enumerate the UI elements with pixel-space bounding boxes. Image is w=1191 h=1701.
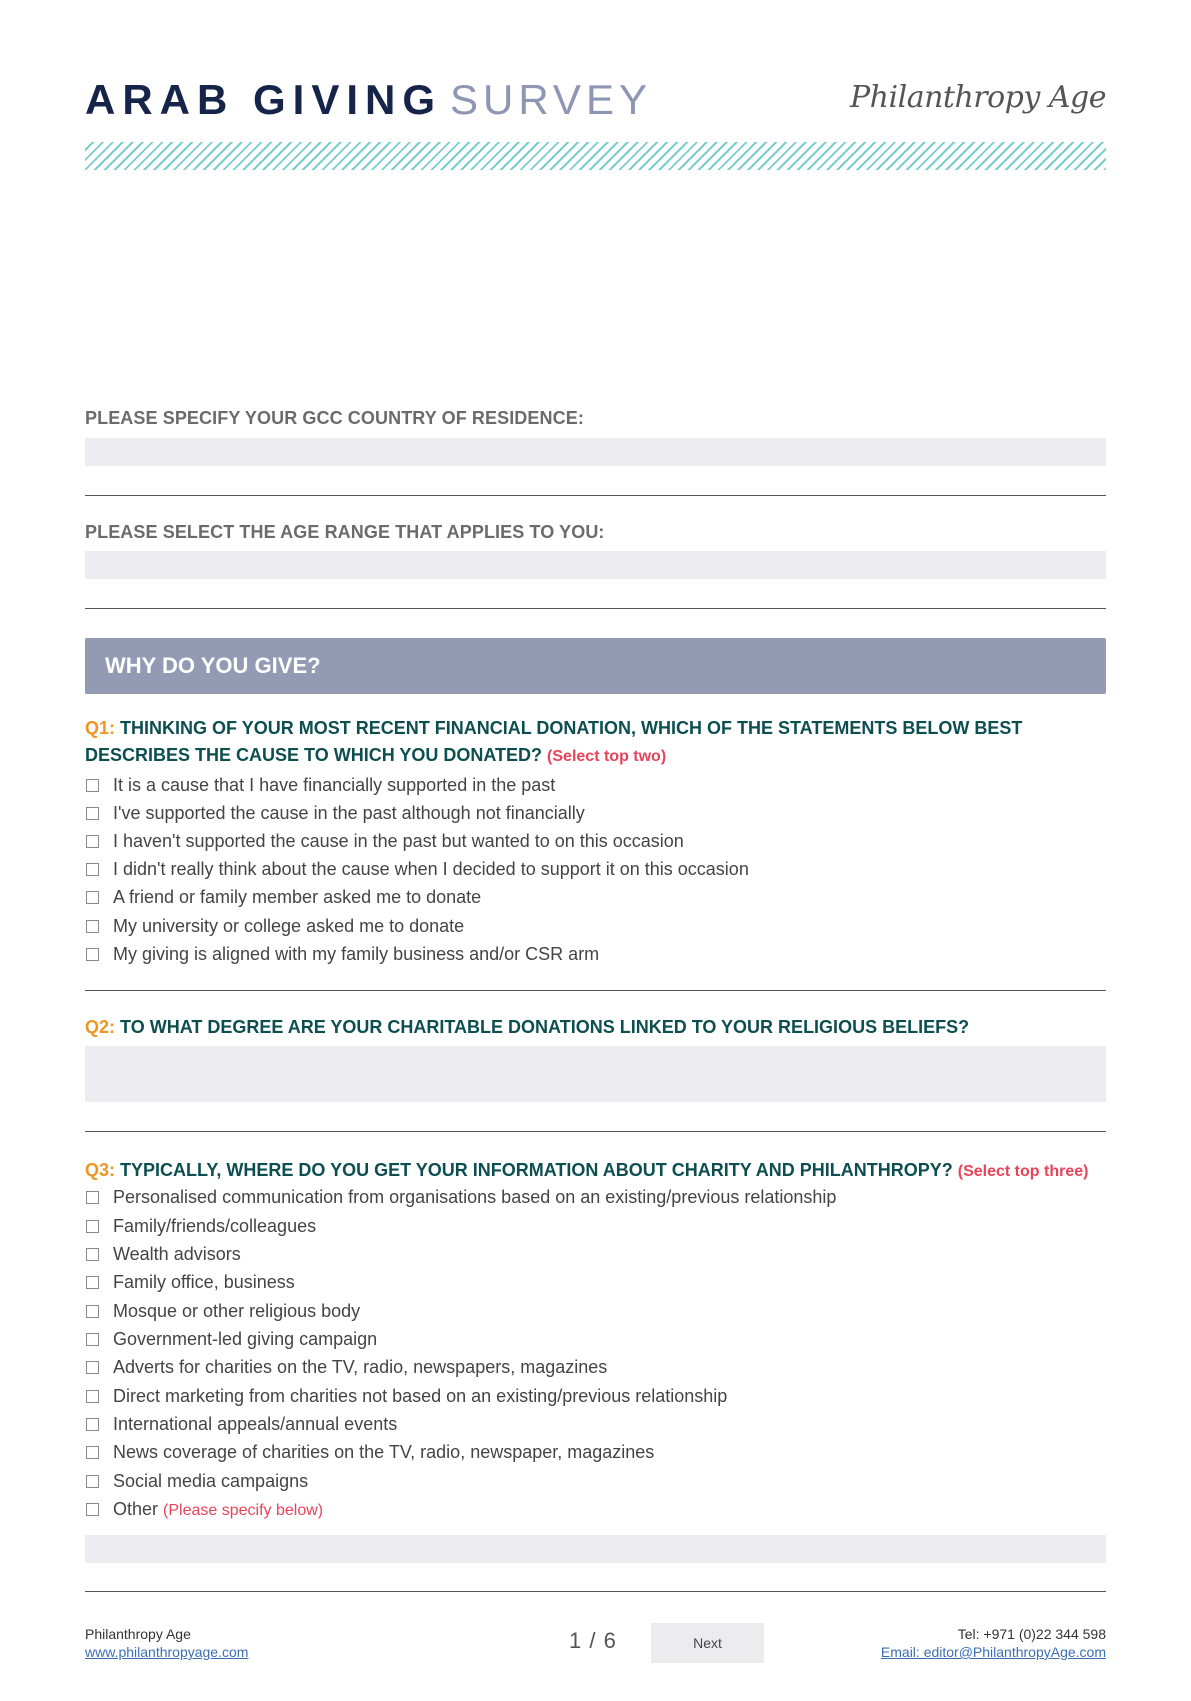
- email-link[interactable]: Email: editor@PhilanthropyAge.com: [880, 1644, 1106, 1660]
- brand-logo: Philanthropy Age: [850, 80, 1106, 115]
- option-label: It is a cause that I have financially supported in the past: [113, 775, 556, 795]
- checkbox[interactable]: [86, 863, 99, 876]
- checkbox[interactable]: [86, 1361, 99, 1374]
- title-sub: SURVEY: [450, 76, 652, 123]
- page-indicator: 1 / 6: [569, 1628, 617, 1653]
- website-link[interactable]: www.philanthropyage.com: [85, 1644, 249, 1660]
- option-label: I didn't really think about the cause when I decided to support it on this occasion: [113, 859, 749, 879]
- option-label: [113, 1499, 323, 1520]
- question-number: Q3:: [85, 1160, 116, 1180]
- checkbox[interactable]: [86, 1446, 99, 1459]
- divider: [85, 1591, 1106, 1592]
- checkbox[interactable]: [86, 1220, 99, 1233]
- header: [85, 76, 1106, 126]
- divider: [85, 495, 1106, 496]
- title-main: ARAB GIVING: [85, 76, 443, 123]
- checkbox[interactable]: [86, 779, 99, 792]
- page-title: [85, 76, 652, 124]
- checkbox[interactable]: [86, 1276, 99, 1289]
- q3-other-input[interactable]: [85, 1535, 1106, 1563]
- divider: [85, 608, 1106, 609]
- question-2: [85, 1014, 1115, 1041]
- footer-left: [85, 1625, 248, 1661]
- other-hint: (Please specify below): [163, 1502, 324, 1519]
- question-text: TO WHAT DEGREE ARE YOUR CHARITABLE DONATIONS LINKED TO YOUR RELIGIOUS BELIEFS?: [120, 1017, 970, 1037]
- option-label: Government-led giving campaign: [113, 1329, 378, 1349]
- divider: [85, 990, 1106, 991]
- checkbox[interactable]: [86, 835, 99, 848]
- question-text: TYPICALLY, WHERE DO YOU GET YOUR INFORMATION ABOUT CHARITY AND PHILANTHROPY?: [120, 1160, 953, 1180]
- footer-right: [881, 1625, 1106, 1661]
- age-range-select[interactable]: [85, 551, 1106, 579]
- footer-tel: Tel: +971 (0)22 344 598: [957, 1626, 1106, 1642]
- checkbox[interactable]: [86, 920, 99, 933]
- section-header: [85, 638, 1106, 694]
- question-hint: (Select top two): [547, 748, 667, 765]
- checkbox[interactable]: [86, 1191, 99, 1204]
- question-1: [85, 715, 1115, 770]
- other-label: Other: [113, 1499, 159, 1519]
- checkbox[interactable]: [86, 1503, 99, 1516]
- option-label: International appeals/annual events: [113, 1414, 398, 1434]
- checkbox[interactable]: [86, 807, 99, 820]
- option-label: My giving is aligned with my family business and/or CSR arm: [113, 944, 600, 964]
- country-label: PLEASE SPECIFY YOUR GCC COUNTRY OF RESIDENCE:: [85, 408, 584, 428]
- checkbox[interactable]: [86, 1333, 99, 1346]
- checkbox[interactable]: [86, 1305, 99, 1318]
- option-label: Social media campaigns: [113, 1471, 309, 1491]
- checkbox[interactable]: [86, 1390, 99, 1403]
- option-label: Personalised communication from organisations based on an existing/previous relationship: [113, 1187, 837, 1207]
- country-input[interactable]: [85, 438, 1106, 466]
- checkbox[interactable]: [86, 948, 99, 961]
- checkbox[interactable]: [86, 1418, 99, 1431]
- option-label: My university or college asked me to donate: [113, 916, 465, 936]
- option-label: Wealth advisors: [113, 1244, 241, 1264]
- section-title: WHY DO YOU GIVE?: [105, 653, 321, 678]
- footer-org: Philanthropy Age: [85, 1626, 191, 1642]
- question-number: Q1:: [85, 718, 116, 738]
- divider: [85, 1131, 1106, 1132]
- question-number: Q2:: [85, 1017, 116, 1037]
- option-label: News coverage of charities on the TV, radio, newspaper, magazines: [113, 1442, 655, 1462]
- age-label: PLEASE SELECT THE AGE RANGE THAT APPLIES TO YOU:: [85, 522, 605, 542]
- option-label: Family/friends/colleagues: [113, 1216, 317, 1236]
- option-label: A friend or family member asked me to donate: [113, 887, 482, 907]
- question-hint: (Select top three): [957, 1163, 1089, 1180]
- q2-answer-field[interactable]: [85, 1046, 1106, 1102]
- header-stripe-divider: [85, 142, 1106, 170]
- option-label: Adverts for charities on the TV, radio, newspapers, magazines: [113, 1357, 608, 1377]
- next-button[interactable]: Next: [651, 1623, 764, 1663]
- option-label: I've supported the cause in the past although not financially: [113, 803, 585, 823]
- option-label: Family office, business: [113, 1272, 295, 1292]
- checkbox[interactable]: [86, 1248, 99, 1261]
- question-text: THINKING OF YOUR MOST RECENT FINANCIAL DONATION, WHICH OF THE STATEMENTS BELOW BEST DESCRIBES THE CAUSE TO WHICH YOU DONATED?: [85, 718, 1023, 765]
- checkbox[interactable]: [86, 1475, 99, 1488]
- checkbox[interactable]: [86, 891, 99, 904]
- question-3: [85, 1157, 1115, 1185]
- option-label: Mosque or other religious body: [113, 1301, 361, 1321]
- option-label: I haven't supported the cause in the past but wanted to on this occasion: [113, 831, 684, 851]
- option-label: Direct marketing from charities not based on an existing/previous relationship: [113, 1386, 728, 1406]
